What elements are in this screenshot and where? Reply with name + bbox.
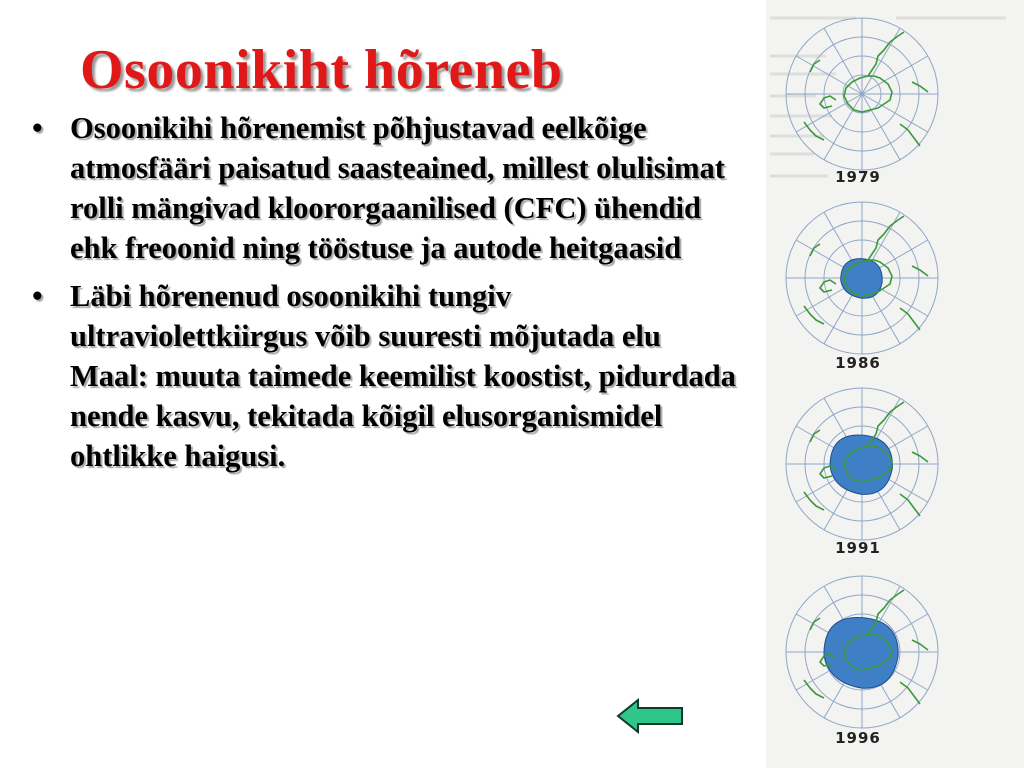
coastline: [804, 32, 928, 146]
bullet-list: [28, 108, 740, 484]
meridian-line: [862, 94, 900, 160]
map-grid: [786, 18, 938, 170]
ozone-hole: [824, 617, 898, 688]
meridian-line: [796, 56, 862, 94]
bullet-item: [28, 108, 740, 268]
ozone-map-1996: [780, 570, 944, 734]
meridian-line: [862, 94, 928, 132]
ozone-hole: [830, 435, 892, 494]
map-year-label: 1991: [835, 539, 881, 557]
meridian-line: [824, 28, 862, 94]
meridian-line: [862, 56, 928, 94]
slide-title: Osoonikiht hõreneb: [80, 39, 563, 101]
bullet-marker: •: [32, 111, 43, 145]
meridian-line: [824, 94, 862, 160]
left-arrow-icon[interactable]: [616, 698, 684, 734]
map-year-label: 1996: [835, 729, 881, 747]
meridian-line: [796, 94, 862, 132]
ozone-map-1979: [780, 12, 944, 176]
ozone-map-1991: [780, 382, 944, 546]
map-year-label: 1979: [835, 168, 881, 186]
ozone-maps-panel: [766, 0, 1024, 768]
bullet-text: Osoonikihi hõrenemist põhjustavad eelkõige atmosfääri paisatud saasteained, millest olulisimat rolli mängivad kloororgaanilised (CFC) ühendid ehk freoonid ning tööstuse ja autode heitgaasid: [70, 111, 725, 265]
bullet-text: Läbi hõrenenud osoonikihi tungiv ultraviolettkiirgus võib suuresti mõjutada elu Maal: muuta taimede keemilist koostist, pidurdada nende kasvu, tekitada kõigil elusorganismidel ohtlikke haigusi.: [70, 279, 736, 473]
map-year-label: 1986: [835, 354, 881, 372]
bullet-item: [28, 276, 740, 476]
bullet-marker: •: [32, 279, 43, 313]
ozone-map-1986: [780, 196, 944, 360]
